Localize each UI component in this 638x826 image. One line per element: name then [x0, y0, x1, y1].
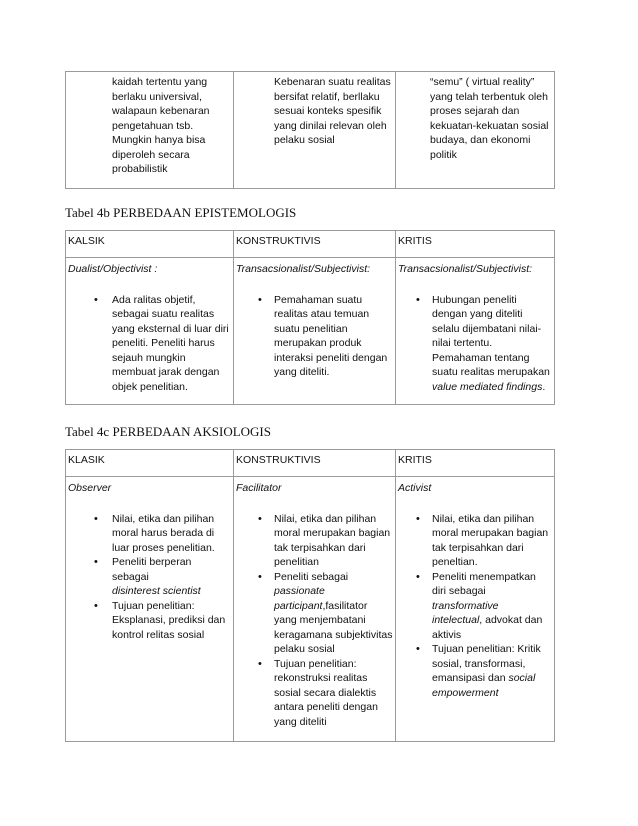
italic-term: disinterest scientist [112, 585, 201, 597]
header-cell [234, 450, 396, 477]
table-4b [65, 230, 555, 405]
bullet-list [68, 512, 231, 643]
list-item [398, 512, 552, 570]
list-item [398, 570, 552, 643]
text-line: tak terpisahkan dari [432, 541, 524, 554]
text-line: yang telah terbentuk oleh [430, 90, 548, 103]
bullet-icon: • [258, 657, 262, 670]
paradigm-label: Transacsionalist/Subjectivist: [236, 263, 371, 275]
content-cell [396, 477, 555, 742]
text-line: “semu” ( virtual reality” [430, 76, 535, 88]
text-line: Pemahaman tentang [432, 351, 530, 364]
italic-term: intelectual [432, 614, 480, 626]
header-cell [66, 231, 234, 258]
bullet-icon: • [416, 570, 420, 583]
text-line: objek penelitian. [112, 380, 188, 393]
italic-term: participant [274, 599, 323, 612]
list-item [236, 570, 393, 657]
bullet-icon: • [416, 643, 420, 655]
header-cell [396, 231, 555, 258]
bullet-icon: • [258, 570, 262, 583]
text-line: Peneliti menempatkan [432, 570, 536, 583]
text-line: Peneliti berperan sebagai [112, 556, 192, 583]
text-line: pelaku sosial [274, 134, 335, 146]
bullet-list [398, 293, 552, 395]
top-cell-critical [396, 72, 555, 189]
text-line: penelitian [274, 556, 319, 568]
text-fragment: emansipasi dan [432, 672, 509, 684]
text-line: bersifat relatif, berllaku [274, 90, 380, 103]
paradigm-label: Activist [398, 482, 432, 494]
list-item [68, 293, 231, 395]
paradigm-label: Transacsionalist/Subjectivist: [398, 263, 533, 275]
text-line: dengan yang diteliti [432, 308, 523, 320]
text-line: aktivis [432, 628, 462, 641]
text-line: sejauh mungkin [112, 351, 186, 364]
header-text: KONSTRUKTIVIS [236, 235, 321, 247]
text-line: yang menjembatani [274, 614, 366, 626]
text-line: moral harus berada di [112, 527, 215, 539]
text-line: yang diteliti [274, 715, 327, 728]
text-line: luar proses penelitian. [112, 541, 215, 554]
bullet-icon: • [258, 293, 262, 306]
text-line: Mungkin hanya bisa [112, 134, 206, 146]
header-cell [396, 450, 555, 477]
text-line: suatu realitas merupakan [432, 366, 550, 378]
list-item [236, 512, 393, 570]
bullet-list [398, 512, 552, 701]
paradigm-label: Observer [68, 482, 112, 494]
text-line: Hubungan peneliti [432, 293, 517, 306]
italic-term: empowerment [432, 686, 499, 699]
top-cell-classic [66, 72, 234, 189]
text-line: Peneliti sebagai [274, 570, 349, 583]
text-line: peneltian. [432, 556, 478, 568]
text-line: Pemahaman suatu [274, 293, 363, 306]
content-cell [66, 258, 234, 405]
text-line: rekonstruksi realitas [274, 672, 368, 684]
bullet-icon: • [94, 512, 98, 525]
text-line: membuat jarak dengan [112, 366, 220, 378]
text-fragment: , advokat dan [479, 614, 543, 626]
text-line: diri sebagai [432, 585, 486, 597]
list-item [398, 642, 552, 700]
text-line: kontrol relitas sosial [112, 628, 205, 641]
text-line: probabilistik [112, 163, 168, 175]
table-4b-caption: Tabel 4b PERBEDAAN EPISTEMOLOGIS [65, 205, 297, 220]
text-line: Tujuan penelitian: [274, 657, 357, 670]
bullet-icon: • [94, 556, 98, 568]
text-line: yang eksternal di luar diri [112, 322, 229, 335]
bullet-icon: • [94, 293, 98, 306]
text-line [432, 380, 552, 395]
header-text: KLASIK [68, 454, 105, 466]
text-line: Nilai, etika dan pilihan [432, 512, 535, 525]
text-line: budaya, dan ekonomi [430, 134, 531, 146]
text-line: Eksplanasi, prediksi dan [112, 614, 226, 626]
italic-term: passionate [274, 585, 325, 597]
text-line: nilai tertentu. [432, 337, 493, 349]
bullet-icon: • [258, 512, 262, 525]
bullet-icon: • [416, 512, 420, 525]
header-text: KRITIS [398, 454, 432, 466]
text-line: walapaun kebenaran [112, 105, 210, 117]
text-line: politik [430, 148, 457, 161]
text-line: moral merupakan bagian [274, 527, 391, 539]
list-item [398, 293, 552, 395]
bullet-list [236, 293, 393, 380]
paradigm-label: Facilitator [236, 482, 282, 494]
text-line: sosial secara dialektis [274, 686, 377, 699]
text-line: Nilai, etika dan pilihan [274, 512, 377, 525]
bullet-icon: • [416, 293, 420, 306]
header-cell [66, 450, 234, 477]
list-item [236, 657, 393, 730]
text-line: berlaku universival, [112, 90, 202, 103]
list-item [68, 512, 231, 556]
text-line: Tujuan penelitian: [112, 599, 195, 612]
text-line: moral merupakan bagian [432, 527, 549, 539]
text-line: sosial, transformasi, [432, 657, 526, 670]
header-text: KALSIK [68, 235, 105, 247]
text-line: sebagai suatu realitas [112, 308, 215, 320]
text-fragment: . [542, 380, 546, 393]
text-line: peneliti. Peneliti harus [112, 337, 215, 349]
italic-term: value mediated findings [432, 380, 543, 393]
text-line: suatu penelitian [274, 322, 348, 335]
header-text: KONSTRUKTIVIS [236, 454, 321, 466]
list-item [236, 293, 393, 380]
text-line: pelaku sosial [274, 643, 335, 655]
text-line: selalu dijembatani nilai- [432, 322, 542, 335]
text-line: kekuatan-kekuatan sosial [430, 119, 549, 132]
text-line: realitas atau temuan [274, 308, 370, 320]
text-line: Ada ralitas objetif, [112, 293, 196, 306]
text-line [432, 671, 552, 686]
italic-term: transformative [432, 599, 499, 612]
table-4c-caption: Tabel 4c PERBEDAAN AKSIOLOGIS [65, 424, 271, 439]
text-line: antara peneliti dengan [274, 701, 378, 713]
content-cell [234, 258, 396, 405]
content-cell [66, 477, 234, 742]
top-cell-constructivist [234, 72, 396, 189]
text-line [274, 599, 393, 614]
list-item [68, 599, 231, 643]
bullet-list [236, 512, 393, 730]
text-line: interaksi peneliti dengan [274, 351, 388, 364]
text-line [432, 613, 552, 628]
bullet-list [68, 293, 231, 395]
text-fragment: ,fasilitator [322, 599, 368, 612]
text-line: Kebenaran suatu realitas [274, 76, 391, 88]
content-cell [234, 477, 396, 742]
text-line: tak terpisahkan dari [274, 541, 366, 554]
paradigm-label: Dualist/Objectivist : [68, 263, 158, 275]
header-cell [234, 231, 396, 258]
text-line: merupakan produk [274, 337, 362, 349]
text-line: Nilai, etika dan pilihan [112, 512, 215, 525]
text-line: diperoleh secara [112, 148, 190, 161]
text-line: sesuai konteks spesifik [274, 105, 382, 117]
table-4a-continuation [65, 71, 555, 189]
text-line: proses sejarah dan [430, 105, 520, 117]
header-text: KRITIS [398, 235, 432, 247]
text-line: keragamana subjektivitas [274, 628, 393, 641]
text-line: kaidah tertentu yang [112, 76, 208, 88]
italic-term: social [508, 672, 536, 684]
text-line: Tujuan penelitian: Kritik [432, 643, 541, 655]
text-line: yang dinilai relevan oleh [274, 119, 387, 132]
text-line: yang diteliti. [274, 366, 330, 378]
content-cell [396, 258, 555, 405]
text-line: pengetahuan tsb. [112, 119, 194, 132]
table-4c [65, 449, 555, 742]
bullet-icon: • [94, 599, 98, 612]
list-item [68, 555, 231, 599]
